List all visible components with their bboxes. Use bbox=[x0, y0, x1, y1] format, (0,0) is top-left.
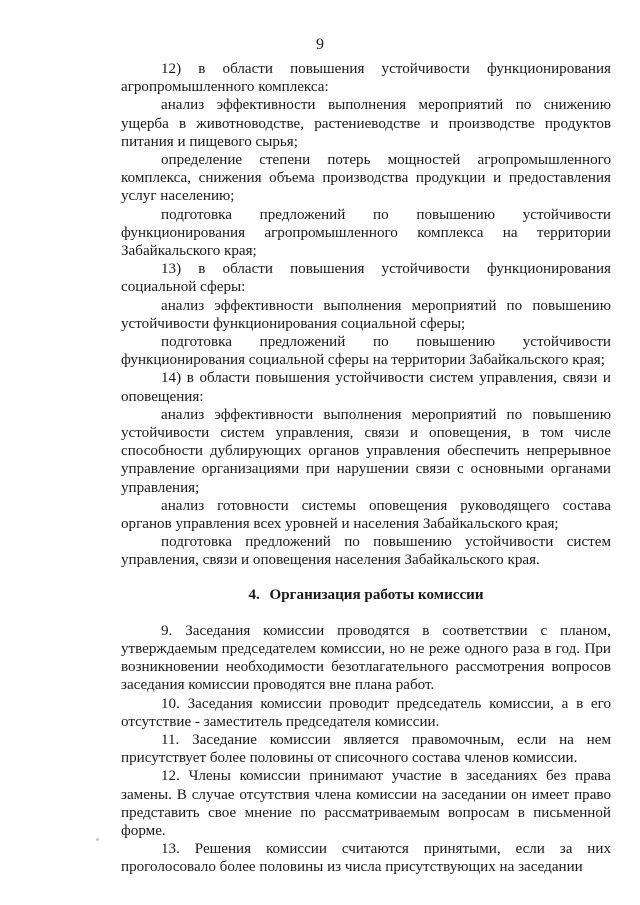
document-body bbox=[121, 60, 611, 877]
paragraph-social-analysis: анализ эффективности выполнения мероприятий по повышению устойчивости функционирования социальной сферы; bbox=[121, 297, 611, 332]
page-number: 9 bbox=[316, 36, 324, 53]
scan-speck bbox=[96, 838, 99, 841]
paragraph-social-proposals: подготовка предложений по повышению устойчивости функционирования социальной сферы на территории Забайкальского края; bbox=[121, 334, 611, 369]
section-number: 4. bbox=[248, 586, 260, 603]
paragraph-control-analysis: анализ эффективности выполнения мероприятий по повышению устойчивости систем управления, связи и оповещения, в том числе способности дублирующих органов управления обеспечить непрерывное управление организациями при нарушении связи с основными органами управления; bbox=[121, 406, 611, 496]
paragraph-agro-proposals: подготовка предложений по повышению устойчивости функционирования агропромышленного комплекса на территории Забайкальского края; bbox=[121, 206, 611, 260]
paragraph-item-13: 13) в области повышения устойчивости функционирования социальной сферы: bbox=[121, 261, 611, 296]
paragraph-control-proposals: подготовка предложений по повышению устойчивости систем управления, связи и оповещения населения Забайкальского края. bbox=[121, 534, 611, 569]
paragraph-clause-11: 11. Заседание комиссии является правомочным, если на нем присутствует более половины от списочного состава членов комиссии. bbox=[121, 731, 611, 767]
paragraph-item-14: 14) в области повышения устойчивости систем управления, связи и оповещения: bbox=[121, 370, 611, 405]
paragraph-clause-13: 13. Решения комиссии считаются принятыми, если за них проголосовало более половины из числа присутствующих на заседании bbox=[121, 841, 611, 876]
paragraph-item-12: 12) в области повышения устойчивости функционирования агропромышленного комплекса: bbox=[121, 61, 611, 96]
paragraph-notification-readiness: анализ готовности системы оповещения руководящего состава органов управления всех уровней и населения Забайкальского края; bbox=[121, 497, 611, 533]
section-title: Организация работы комиссии bbox=[269, 586, 484, 603]
paragraph-clause-9: 9. Заседания комиссии проводятся в соответствии с планом, утверждаемым председателем комиссии, но не реже одного раза в год. При возникновении необходимости безотлагательного рассмотрения вопросов заседания комиссии проводятся вне плана работ. bbox=[121, 622, 611, 694]
section-heading bbox=[121, 586, 611, 604]
paragraph-clause-12: 12. Члены комиссии принимают участие в заседаниях без права замены. В случае отсутствия члена комиссии на заседании он имеет право представить свое мнение по рассматриваемым вопросам в письменной форме. bbox=[121, 768, 611, 839]
paragraph-loss-assessment: определение степени потерь мощностей агропромышленного комплекса, снижения объема производства продукции и предоставления услуг населению; bbox=[121, 152, 611, 205]
paragraph-clause-10: 10. Заседания комиссии проводит председатель комиссии, а в его отсутствие - заместитель председателя комиссии. bbox=[121, 695, 611, 730]
paragraph-analysis-damage: анализ эффективности выполнения мероприятий по снижению ущерба в животноводстве, растениеводстве и производстве продуктов питания и пищевого сырья; bbox=[121, 97, 611, 150]
